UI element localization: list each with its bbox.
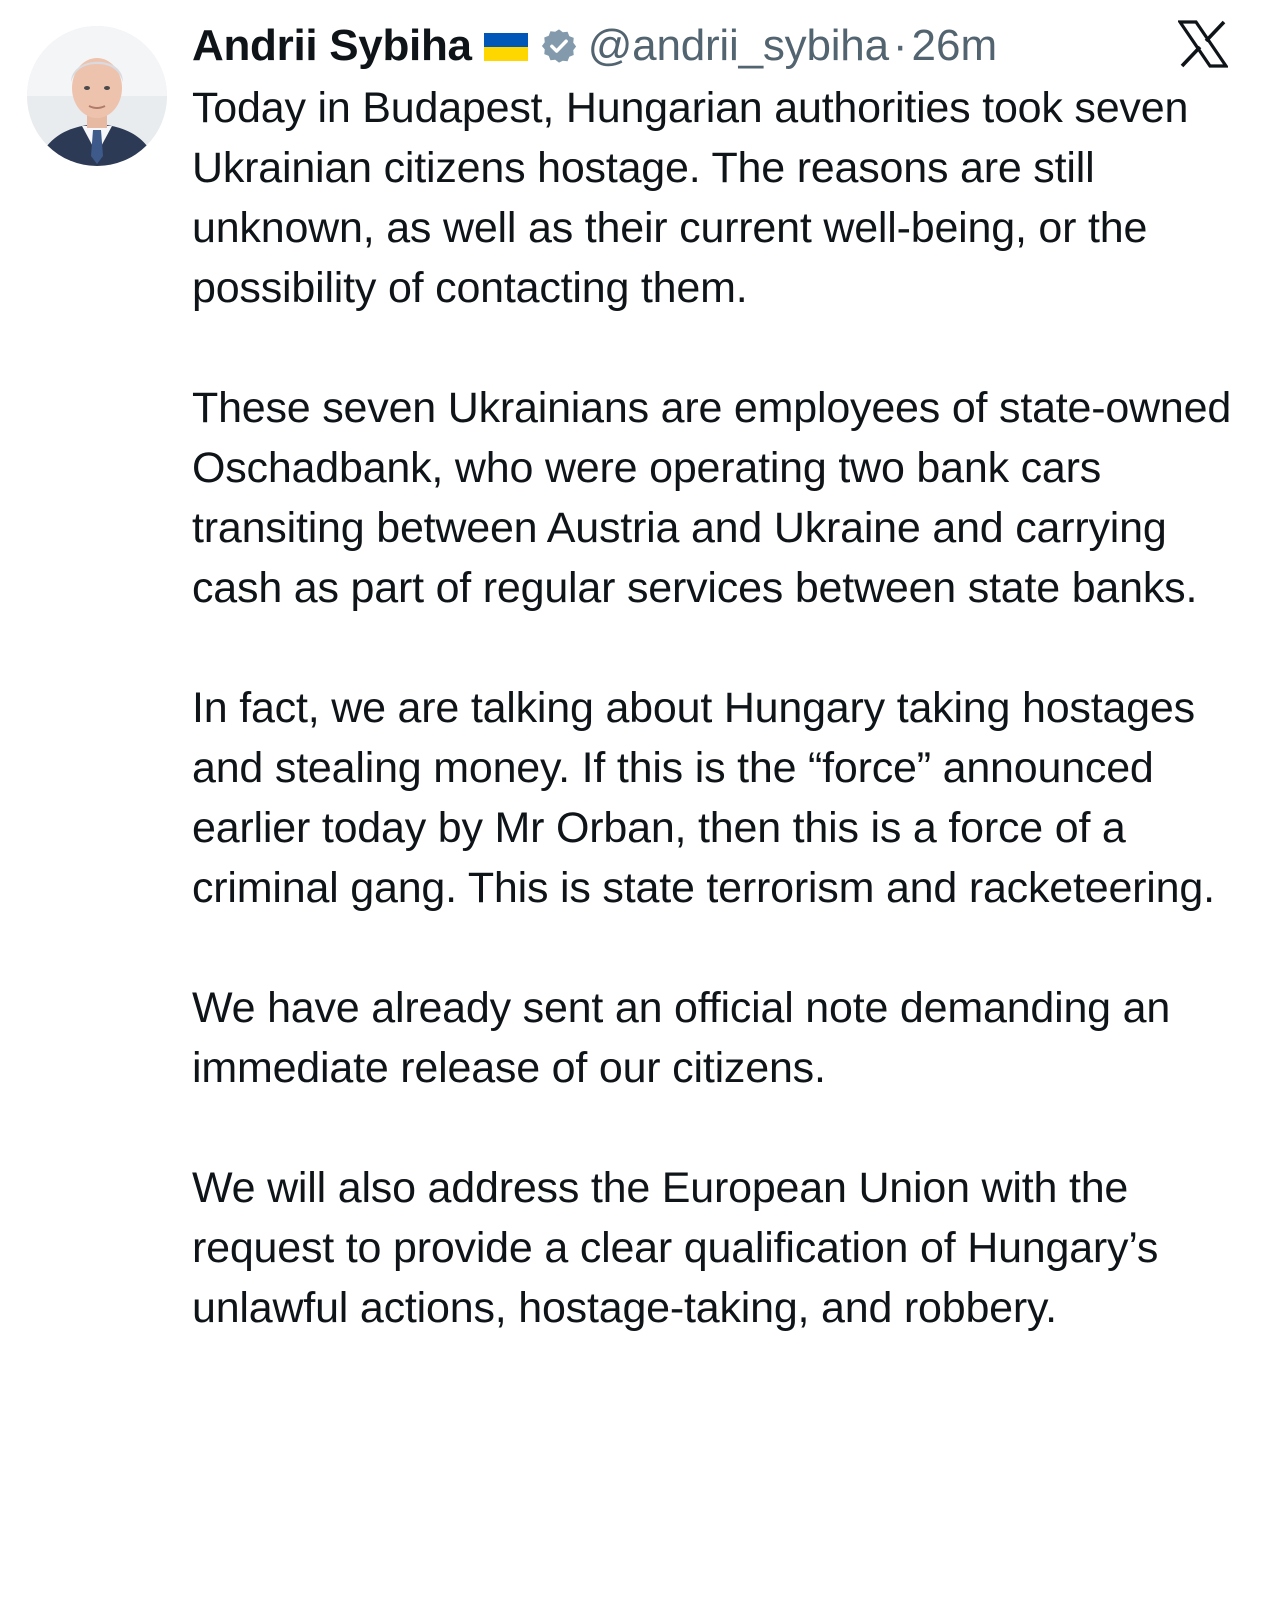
post-paragraph: We have already sent an official note demanding an immediate release of our citizens. [192,984,1171,1092]
post-paragraph: These seven Ukrainians are employees of state-owned Oschadbank, who were operating two bank cars transiting between Austria and Ukraine and carrying cash as part of regular services between state banks. [192,384,1232,612]
post-paragraph: We will also address the European Union with the request to provide a clear qualification of Hungary’s unlawful actions, hostage-taking, and robbery. [192,1164,1159,1332]
header-separator: · [892,21,908,70]
post-header [192,14,1092,78]
post-body [192,78,1262,1338]
post-paragraph: Today in Budapest, Hungarian authorities took seven Ukrainian citizens hostage. The reasons are still unknown, as well as their current well-being, or the possibility of contacting them. [192,84,1189,312]
post-paragraph: In fact, we are talking about Hungary taking hostages and stealing money. If this is the “force” announced earlier today by Mr Orban, then this is a force of a criminal gang. This is state terrorism and racketeering. [192,684,1215,912]
author-display-name[interactable]: Andrii Sybiha [192,21,472,70]
post-timestamp[interactable]: 26m [911,21,998,70]
avatar[interactable] [27,26,167,166]
avatar-photo-icon [27,26,167,166]
verified-badge-icon[interactable] [540,27,578,65]
author-handle[interactable]: @andrii_sybiha [587,21,889,70]
ukraine-flag-icon [484,33,528,61]
x-logo-icon[interactable] [1178,20,1228,68]
